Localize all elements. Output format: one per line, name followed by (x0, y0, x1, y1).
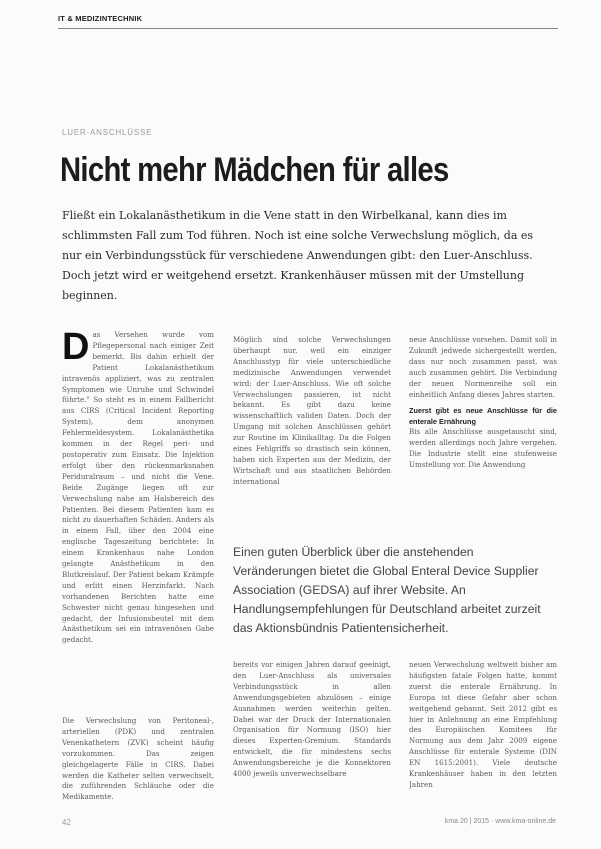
column-3-top (409, 335, 557, 525)
column-3-subheading: Zuerst gibt es neue Anschlüsse für die enterale Ernährung (409, 406, 557, 426)
column-2-top: Möglich sind solche Verwechslungen überhaupt nur, weil ein einziger Anschlusstyp für viele unterschiedliche medizinische Anwendungen verwendet wird: der Luer-Anschluss. Wie oft solche Verwechslungen passieren, ist nicht bekannt. Es gibt dazu keine wissenschaftlich validen Daten. Doch der Umgang mit solchen Anschlüssen gehört zur Routine im Klinikalltag. Da die Folgen eines Fehlgriffs so drastisch sein können, haben sich Experten aus der Medizin, der Wirtschaft und aus staatlichen Behörden international (233, 335, 391, 486)
column-3-bottom: neuen Verwechslung weltweit bisher am häufigsten fatale Folgen hatte, kommt zuerst die enterale Ernährung. In Europa ist diese Gefahr aber schon weitgehend gebannt. Seit 2012 gibt es hier in Anlehnung an eine Empfehlung des Europäischen Komitees für Normung aus dem Jahr 2009 eigene Anschlüsse für enterale Systeme (DIN EN 1615:2001). Viele deutsche Krankenhäuser haben in den letzten Jahren (409, 660, 557, 789)
article-kicker: LUER-ANSCHLÜSSE (62, 128, 153, 137)
header-divider (58, 28, 558, 29)
drop-cap: D (62, 330, 90, 368)
article-lead: Fließt ein Lokalanästhetikum in die Vene statt in den Wirbelkanal, kann dies im schlimmsten Fall zum Tod führen. Noch ist eine solche Verwechslung möglich, da es nur ein Verbindungsstück für verschiedene Anwendungen gibt: den Luer-Anschluss. Doch jetzt wird er weitgehend ersetzt. Krankenhäuser müssen mit der Umstellung beginnen. (62, 209, 534, 302)
column-3-text: neue Anschlüsse vorsehen. Damit soll in Zukunft jedwede sichergestellt werden, dass nur noch zusammen passt, was auch zusammen gehört. Die Verbindung der neuen Normenreihe soll ein einheitlich Anfang dieses Jahres starten. (409, 335, 557, 399)
column-1-bottom: Die Verwechslung von Peritoneal-, arteriellen (PDK) und zentralen Venenkathetern (ZVK) scheint häufig vorzukommen. Das zeigen gleichgelagerte Fälle in CIRS. Dabei werden die Katheter selten verwechselt, die zuführenden Schläuche oder die Medikamente. (62, 716, 214, 802)
pull-quote: Einen guten Überblick über die anstehenden Veränderungen bietet die Global Enteral Device Supplier Association (GEDSA) auf ihrer Website. An Handlungsempfehlungen für Deutschland arbeitet zurzeit das Aktionsbündnis Patientensicherheit. (233, 545, 541, 635)
page-number: 42 (62, 818, 71, 827)
article-headline: Nicht mehr Mädchen für alles (60, 151, 449, 189)
column-1-text: as Versehen wurde vom Pflegepersonal nach einiger Zeit bemerkt. Bis dahin erhielt der Patient Lokalanästhetikum intravenös appliziert, was zu zentralen Symptomen wie Unruhe und Schwindel führte." So steht es in einem Fallbericht aus CIRS (Critical Incident Reporting System), dem anonymen Fehlermeldesystem. Lokalanästhetika kommen in der Regel peri- und postoperativ zum Einsatz. Die Injektion erfolgt über den rückenmarksnahen Periduralraum – und nicht die Vene. Beide Zugänge liegen oft zur Verwechslung nahe am Halsbereich des Patienten. Bei diesem Patienten kam es nicht zu dauerhaften Schäden. Anders als in einem Fall, über den 2004 eine englische Tageszeitung berichtete: In einem Krankenhaus nahe London gelangte Anästhetikum in den Blutkreislauf. Der Patient bekam Krämpfe und erlitt einen Herzinfarkt. Nach vorhandenen Berichten hatte eine Schwester nicht genau hingesehen und gedacht, der Infusionsbeutel mit dem Anästhetikum sei ein intravenösen Gabe gedacht. (62, 330, 214, 645)
column-3-subtext: Bis alle Anschlüsse ausgetauscht sind, werden allerdings noch Jahre vergehen. Die Industrie stellt eine stufenweise Umstellung vor. Die Anwendung (409, 427, 557, 470)
publication-footer: kma 20 | 2015 · www.kma-online.de (444, 818, 556, 825)
column-2-bottom: bereits vor einigen Jahren darauf geeinigt, den Luer-Anschluss als universales Verbindungsstück in allen Anwendungsgebieten abzulösen – einige Ausnahmen werden weiterhin gelten. Dabei war der Druck der Internationalen Organisation für Normung (ISO) hier dieses Experten-Gremium. Standards entwickelt, die für mindestens sechs Anwendungsbereiche je die Konnektoren 4000 jeweils unverwechselbare (233, 660, 391, 779)
section-header: IT & MEDIZINTECHNIK (58, 14, 143, 23)
column-1-top (62, 330, 214, 684)
